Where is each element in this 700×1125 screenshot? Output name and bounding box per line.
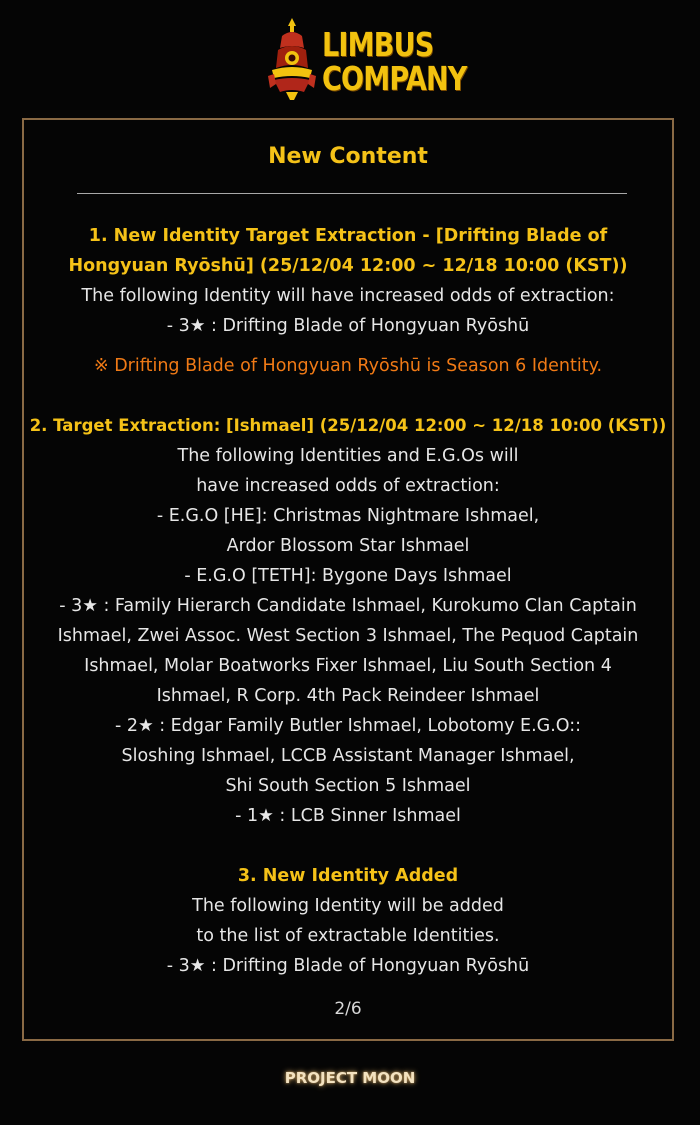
section-2-body-line-2: have increased odds of extraction: [196,476,500,496]
logo-word-limbus: LIMBUS [322,25,434,64]
logo-word-company: COMPANY [322,59,467,98]
section-1-heading-line-2: Hongyuan Ryōshū] (25/12/04 12:00 ~ 12/18 10:00 (KST)) [68,256,628,276]
section-1-heading-line-1: 1. New Identity Target Extraction - [Drifting Blade of [88,226,608,246]
three-star-line-1: - 3★ : Family Hierarch Candidate Ishmael, Kurokumo Clan Captain [59,596,637,616]
section-2-heading: 2. Target Extraction: [Ishmael] (25/12/04 12:00 ~ 12/18 10:00 (KST)) [29,416,667,435]
section-3-item: - 3★ : Drifting Blade of Hongyuan Ryōshū [166,956,530,976]
two-star-line-1: - 2★ : Edgar Family Butler Ishmael, Lobotomy E.G.O:: [114,716,582,736]
section-2-body-line-1: The following Identities and E.G.Os will [177,446,519,466]
section-3-body-line-2: to the list of extractable Identities. [196,926,500,946]
ego-he-line-1: - E.G.O [HE]: Christmas Nightmare Ishmael, [156,506,540,526]
panel-title: New Content [268,144,428,169]
project-moon-footer: PROJECT MOON [284,1069,416,1087]
new-content-panel [22,118,674,1041]
emblem-icon [264,14,320,100]
three-star-line-3: Ishmael, Molar Boatworks Fixer Ishmael, Liu South Section 4 [84,656,612,676]
section-3-heading: 3. New Identity Added [237,866,459,886]
season-note: ※ Drifting Blade of Hongyuan Ryōshū is Season 6 Identity. [93,356,603,376]
three-star-line-4: Ishmael, R Corp. 4th Pack Reindeer Ishmael [156,686,540,706]
ego-he-line-2: Ardor Blossom Star Ishmael [226,536,470,556]
section-1-item: - 3★ : Drifting Blade of Hongyuan Ryōshū [166,316,530,336]
section-3-body-line-1: The following Identity will be added [192,896,504,916]
section-1-body-line: The following Identity will have increased odds of extraction: [81,286,615,306]
page-indicator: 2/6 [334,999,362,1019]
three-star-line-2: Ishmael, Zwei Assoc. West Section 3 Ishmael, The Pequod Captain [57,626,639,646]
limbus-company-logo [264,14,467,100]
two-star-line-2: Sloshing Ishmael, LCCB Assistant Manager Ishmael, [121,746,575,766]
title-divider [77,193,627,194]
one-star-line: - 1★ : LCB Sinner Ishmael [235,806,461,826]
two-star-line-3: Shi South Section 5 Ishmael [225,776,471,796]
ego-teth-line: - E.G.O [TETH]: Bygone Days Ishmael [184,566,512,586]
